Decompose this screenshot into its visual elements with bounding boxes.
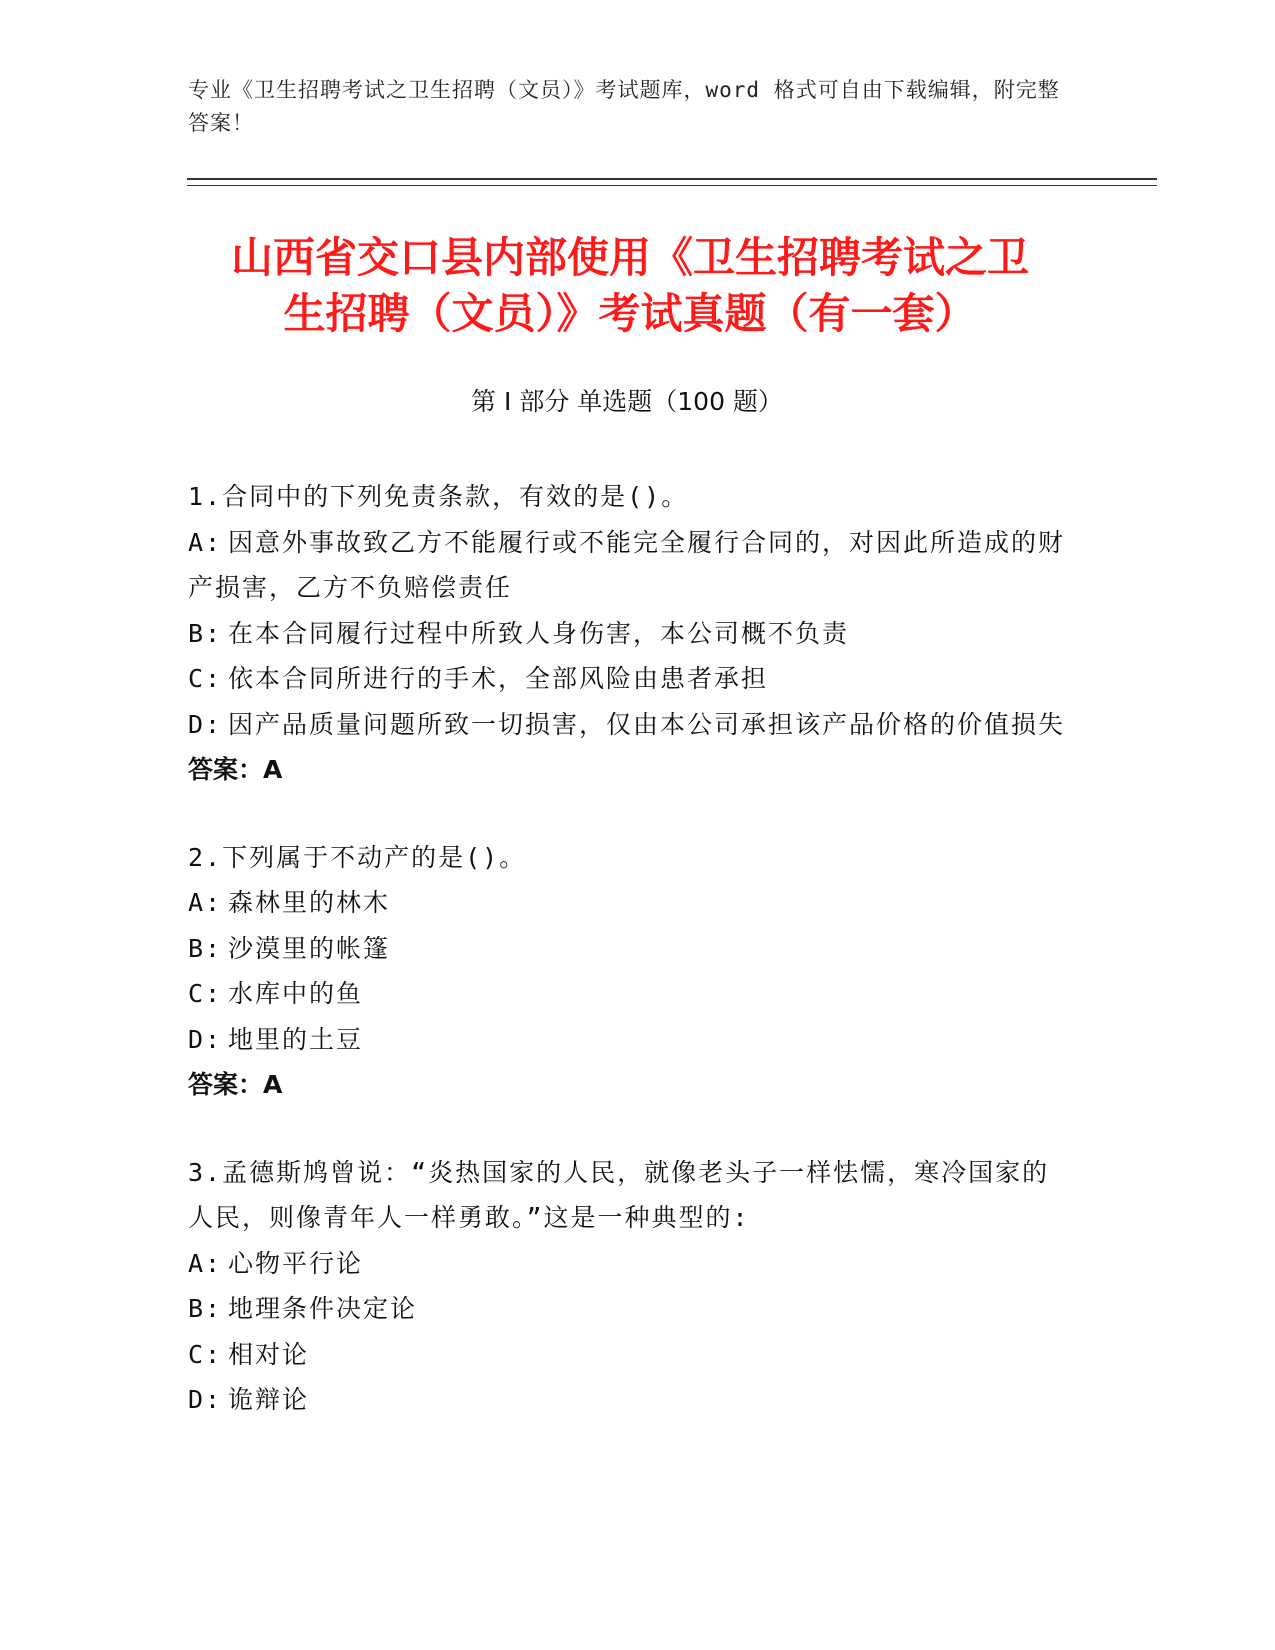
option-key: C: bbox=[188, 664, 223, 693]
question-1 bbox=[188, 474, 1068, 793]
option-b bbox=[188, 926, 1068, 972]
option-key: D: bbox=[188, 1024, 223, 1054]
option-c bbox=[188, 971, 1068, 1017]
answer: 答案：A bbox=[188, 1070, 283, 1099]
option-a bbox=[188, 880, 1068, 926]
option-a bbox=[188, 1241, 1068, 1287]
question-stem: 3.孟德斯鸠曾说：“炎热国家的人民，就像老头子一样怯懦，寒冷国家的人民，则像青年人一样勇敢。”这是一种典型的: bbox=[188, 1157, 1050, 1232]
option-b bbox=[188, 1286, 1068, 1332]
option-key: B: bbox=[188, 933, 223, 963]
option-key: A: bbox=[188, 1248, 223, 1278]
option-b bbox=[188, 611, 1068, 657]
option-d bbox=[188, 1377, 1068, 1423]
answer: 答案：A bbox=[188, 755, 283, 784]
option-text: 因产品质量问题所致一切损害，仅由本公司承担该产品价格的价值损失 bbox=[228, 709, 1066, 739]
option-key: D: bbox=[188, 1385, 223, 1414]
option-text: 沙漠里的帐篷 bbox=[228, 933, 391, 963]
document-title-line-1: 山西省交口县内部使用《卫生招聘考试之卫 bbox=[230, 233, 1029, 282]
option-key: C: bbox=[188, 1339, 223, 1369]
question-list bbox=[188, 474, 1068, 1465]
option-text: 因意外事故致乙方不能履行或不能完全履行合同的，对因此所造成的财产损害，乙方不负赔偿责任 bbox=[188, 527, 1066, 602]
option-key: A: bbox=[188, 888, 223, 917]
question-2 bbox=[188, 835, 1068, 1108]
option-key: B: bbox=[188, 1294, 223, 1323]
question-stem: 2.下列属于不动产的是()。 bbox=[188, 842, 527, 872]
option-key: D: bbox=[188, 709, 223, 739]
section-title: 第 I 部分 单选题（100 题） bbox=[471, 387, 783, 416]
question-stem: 1.合同中的下列免责条款，有效的是()。 bbox=[188, 482, 689, 511]
option-text: 森林里的林木 bbox=[228, 888, 391, 917]
document-title bbox=[170, 230, 1090, 342]
question-3 bbox=[188, 1150, 1068, 1423]
option-text: 在本合同履行过程中所致人身伤害，本公司概不负责 bbox=[228, 618, 850, 648]
option-text: 诡辩论 bbox=[228, 1385, 310, 1414]
option-text: 地里的土豆 bbox=[228, 1024, 364, 1054]
option-key: C: bbox=[188, 979, 223, 1008]
option-key: B: bbox=[188, 618, 223, 648]
document-title-line-2: 生招聘（文员）》考试真题（有一套） bbox=[283, 289, 977, 338]
option-text: 心物平行论 bbox=[228, 1248, 364, 1278]
option-text: 依本合同所进行的手术，全部风险由患者承担 bbox=[228, 664, 769, 693]
option-c bbox=[188, 656, 1068, 702]
option-d bbox=[188, 1017, 1068, 1063]
option-c bbox=[188, 1332, 1068, 1378]
header-divider-thick bbox=[187, 178, 1157, 180]
option-text: 地理条件决定论 bbox=[228, 1294, 418, 1323]
option-text: 水库中的鱼 bbox=[228, 979, 364, 1008]
option-key: A: bbox=[188, 527, 223, 557]
option-text: 相对论 bbox=[228, 1339, 310, 1369]
option-d bbox=[188, 702, 1068, 748]
option-a bbox=[188, 520, 1068, 611]
header-divider-thin bbox=[187, 185, 1157, 186]
header-note: 专业《卫生招聘考试之卫生招聘（文员）》考试题库，word 格式可自由下载编辑，附完整答案！ bbox=[188, 78, 1060, 135]
